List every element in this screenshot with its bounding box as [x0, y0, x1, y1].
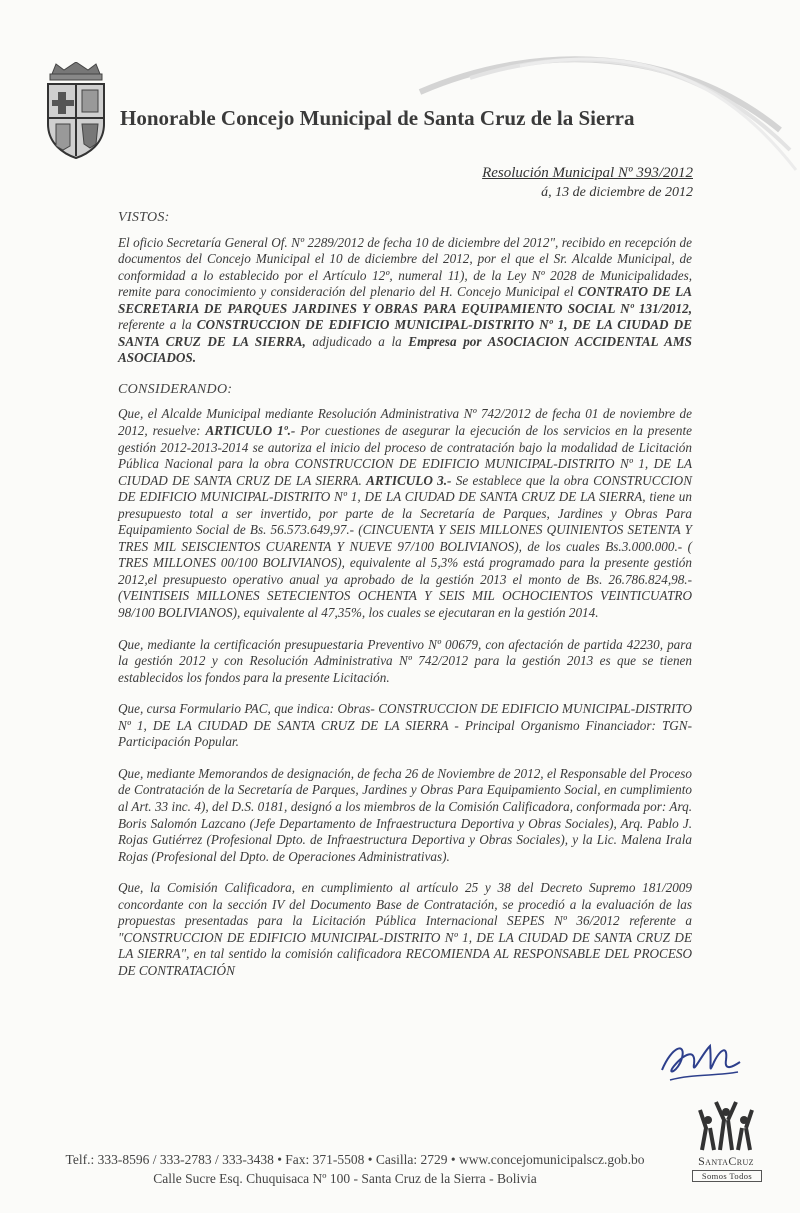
considerando-paragraph-4: Que, mediante Memorandos de designación, de fecha 26 de Noviembre de 2012, el Responsable del Proceso de Contratación de la Secretaría de Parques, Jardines y Obras Para Equipamiento Social, en cumplimiento al Art. 33 inc. 4), del D.S. 0181, designó a los miembros de la Comisión Calificadora, conformada por: Arq. Boris Salomón Lazcano (Jefe Departamento de Infraestructura Deportiva y Obras Sociales), Arq. Pablo J. Rojas Gutiérrez (Profesional Dpto. de Infraestructura Deportiva y Obras Sociales), y la Lic. Malena Irala Rojas (Profesional del Dpto. de Operaciones Administrativas). [118, 765, 692, 864]
resolution-date: á, 13 de diciembre de 2012 [541, 185, 693, 200]
footer-contact: Telf.: 333-8596 / 333-2783 / 333-3438 • Fax: 371-5508 • Casilla: 2729 • www.concejomunicipalscz.gob.bo [65, 1152, 645, 1167]
considerando-paragraph-5: Que, la Comisión Calificadora, en cumplimiento al artículo 25 y 38 del Decreto Supremo 181/2009 concordante con la sección IV del Documento Base de Contratación, se procedió a la evaluación de las propuestas presentadas para la Licitación Pública Internacional SEPES Nº 36/2012 referente a "CONSTRUCCION DE EDIFICIO MUNICIPAL-DISTRITO Nº 1, DE LA CIUDAD DE SANTA CRUZ DE LA SIERRA", en tal sentido la comisión calificadora RECOMIENDA AL RESPONSABLE DEL PROCESO DE CONTRATACIÓN [118, 880, 692, 978]
vistos-heading: VISTOS: [118, 210, 170, 225]
considerando-heading: CONSIDERANDO: [118, 381, 233, 397]
considerando-paragraph-1 [118, 406, 692, 621]
logo-brand: SantaCruz [698, 1154, 754, 1168]
santacruz-logo [686, 1098, 766, 1188]
considerando-text-2: Por cuestiones de asegurar la ejecución de los servicios en la presente gestión 2012-2013-2014 se autoriza el inicio del proceso de contratación bajo la modalidad de Licitación Pública Nacional para la obra CONSTRUCCION DE EDIFICIO MUNICIPAL-DISTRITO Nº 1, DE LA CIUDAD DE SANTA CRUZ DE LA SIERRA. [118, 423, 692, 488]
coat-of-arms-icon [44, 62, 108, 160]
project-reference: CONSTRUCCION DE EDIFICIO MUNICIPAL-DISTRITO Nº 1, DE LA CIUDAD DE SANTA CRUZ DE LA SIERRA, [118, 317, 692, 349]
vistos-text-1: El oficio Secretaría General Of. Nº 2289/2012 de fecha 10 de diciembre del 2012", recibido en recepción de documentos del Concejo Municipal el 10 de diciembre del 2012, por el que el Sr. Alcalde Municipal, de conformidad a lo establecido por el Artículo 12º, numeral 11), de la Ley Nº 2028 de Municipalidades, remite para conocimiento y consideración del plenario del H. Concejo Municipal el [118, 234, 692, 300]
vistos-paragraph [118, 235, 692, 367]
page-footer [0, 1150, 800, 1188]
contract-reference: CONTRATO DE LA SECRETARIA DE PARQUES JARDINES Y OBRAS PARA EQUIPAMIENTO SOCIAL Nº 131/2012, [118, 284, 692, 316]
considerando-paragraph-3: Que, cursa Formulario PAC, que indica: Obras- CONSTRUCCION DE EDIFICIO MUNICIPAL-DISTRITO Nº 1, DE LA CIUDAD DE SANTA CRUZ DE LA SIERRA - Principal Organismo Financiador: TGN-Participación Popular. [118, 701, 692, 750]
document-body [118, 204, 692, 994]
council-title: Honorable Concejo Municipal de Santa Cruz de la Sierra [120, 106, 635, 130]
resolution-number: Resolución Municipal Nº 393/2012 [482, 165, 693, 181]
article-3-label: ARTICULO 3.- [366, 472, 452, 488]
vistos-text-3: adjudicado a la [305, 333, 409, 349]
article-1-label: ARTICULO 1º.- [205, 423, 296, 439]
considerando-text-3: Se establece que la obra CONSTRUCCION DE EDIFICIO MUNICIPAL-DISTRITO Nº 1, DE LA CIUDAD DE SANTA CRUZ DE LA SIERRA, tiene un presupuesto total a ser invertido, por parte de la Secretaría de Parques, Jardines y Obras Para Equipamiento Social de Bs. 56.573.649,97.- (CINCUENTA Y SEIS MILLONES QUINIENTOS SETENTA Y TRES MIL SEISCIENTOS CUARENTA Y NUEVE 97/100 BOLIVIANOS), de los cuales Bs.3.000.000.- ( TRES MILLONES 00/100 BOLIVIANOS), equivalente al 5,3% está programado para la presente gestión 2012,el presupuesto operativo anual ya aprobado de la gestión 2013 el monto de Bs. 26.786.824,98.- (VEINTISEIS MILLONES SETECIENTOS OCHENTA Y SEIS MIL OCHOCIENTOS VEINTICUATRO 98/100 BOLIVIANOS), equivalente al 47,35%, los cuales se ejecutaran en la gestión 2014. [118, 472, 692, 621]
footer-address: Calle Sucre Esq. Chuquisaca Nº 100 - Santa Cruz de la Sierra - Bolivia [153, 1171, 537, 1186]
vistos-text-2: referente a la [118, 317, 197, 333]
people-figures-icon [686, 1098, 766, 1154]
considerando-text-1: Que, el Alcalde Municipal mediante Resolución Administrativa Nº 742/2012 de fecha 01 de noviembre de 2012, resuelve: [118, 406, 692, 439]
logo-tagline: Somos Todos [692, 1170, 762, 1182]
signature-icon [652, 1036, 744, 1088]
contractor-reference: Empresa por ASOCIACION ACCIDENTAL AMS ASOCIADOS. [118, 333, 692, 366]
considerando-paragraph-2: Que, mediante la certificación presupuestaria Preventivo Nº 00679, con afectación de partida 42230, para la gestión 2012 y con Resolución Administrativa Nº 742/2012 para la gestión 2013 es que se tienen establecidos los fondos para la presente Licitación. [118, 636, 692, 685]
